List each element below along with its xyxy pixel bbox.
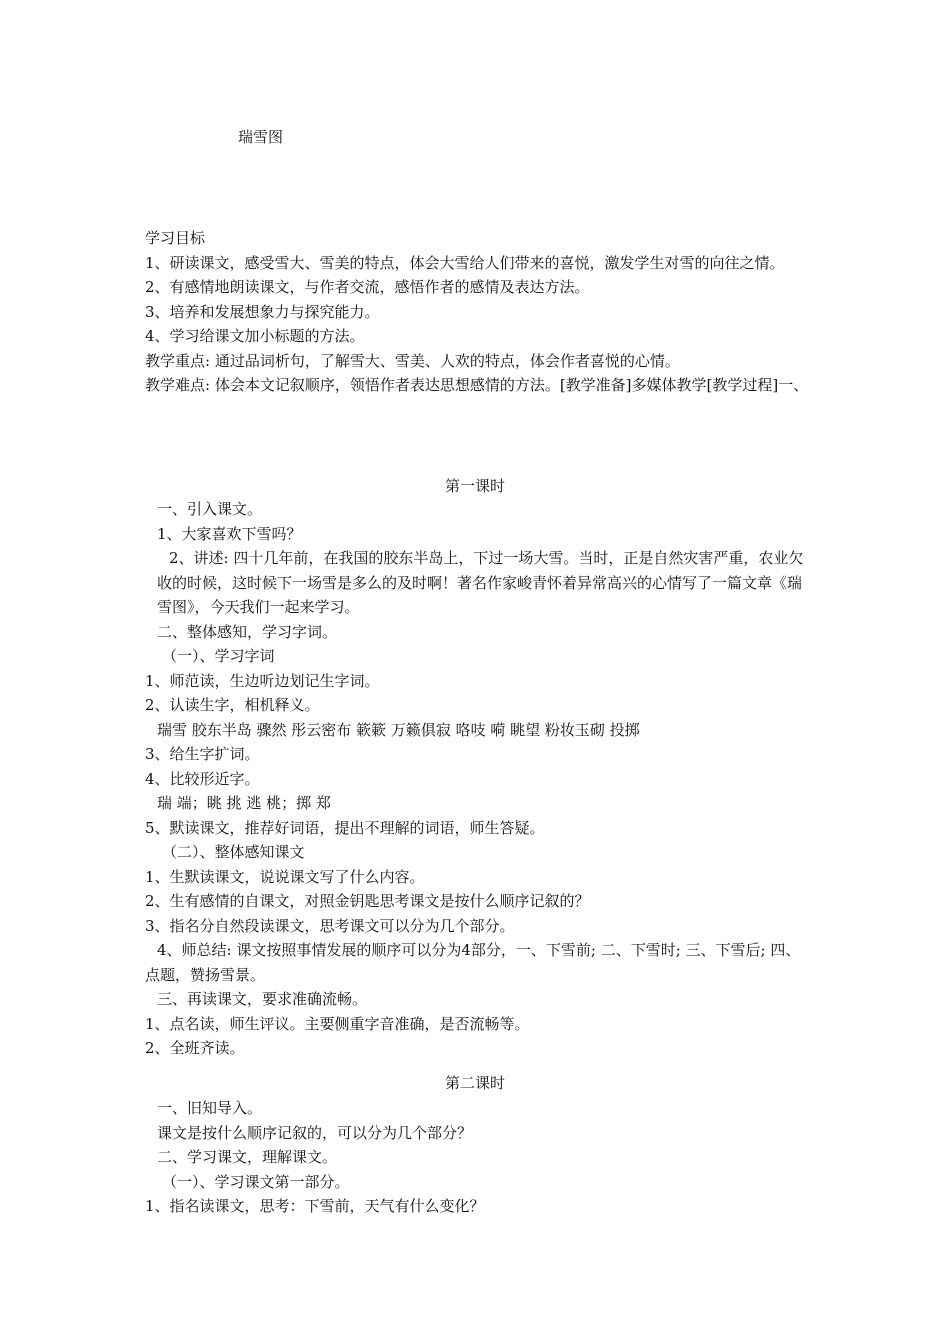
lesson2-heading: 第二课时 (444, 1074, 505, 1092)
lesson-line: （二）、整体感知课文 (162, 843, 305, 861)
lesson-line: 二、整体感知，学习字词。 (157, 622, 338, 641)
lesson-line: 1、指名读课文，思考：下雪前，天气有什么变化？ (145, 1197, 485, 1215)
lesson-line: 4、师总结: 课文按照事情发展的顺序可以分为4部分，一、下雪前; 二、下雪时; 三、下雪后; 四、点题，赞扬雪景。 (145, 941, 801, 984)
teaching-key-point: 教学重点: 通过品词析句，了解雪大、雪美、人欢的特点，体会作者喜悦的心情。 (145, 351, 680, 370)
lesson-line: 二、学习课文，理解课文。 (157, 1148, 338, 1166)
lesson-line: 5、默读课文，推荐好词语，提出不理解的词语，师生答疑。 (145, 818, 545, 837)
lesson-line: 3、给生字扩词。 (145, 745, 260, 763)
objective-item: 2、有感情地朗读课文，与作者交流，感悟作者的感情及表达方法。 (145, 278, 590, 296)
lesson-line: （一）、学习课文第一部分。 (162, 1172, 350, 1191)
lesson1-section (145, 497, 810, 1061)
lesson2-section (145, 1096, 810, 1219)
lesson-line: 一、旧知导入。 (157, 1099, 263, 1117)
lesson-line: 课文是按什么顺序记叙的，可以分为几个部分？ (157, 1123, 473, 1142)
lesson-line: 4、比较形近字。 (145, 769, 260, 788)
document-title: 瑞雪图 (238, 128, 284, 146)
lesson-line: 2、讲述: 四十几年前，在我国的胶东半岛上，下过一场大雪。当时，正是自然灾害严重，农业欠收的时候，这时候下一场雪是多么的及时啊！著名作家峻青怀着异常高兴的心情写了一篇文章《瑞雪图》，今天我们一起来学习。 (157, 549, 804, 616)
objective-item: 4、学习给课文加小标题的方法。 (145, 327, 365, 345)
objective-item: 1、研读课文，感受雪大、雪美的特点，体会大雪给人们带来的喜悦，激发学生对雪的向往之情。 (145, 253, 785, 272)
objective-item: 3、培养和发展想象力与探究能力。 (145, 302, 380, 321)
objectives-heading: 学习目标 (145, 229, 206, 247)
lesson-line: 2、生有感情的自课文，对照金钥匙思考课文是按什么顺序记叙的？ (145, 892, 590, 910)
lesson-line: 2、认读生字，相机释义。 (145, 696, 320, 714)
lesson-line: 1、点名读，师生评议。主要侧重字音准确，是否流畅等。 (145, 1014, 530, 1033)
vocabulary-list: 瑞雪 胶东半岛 骤然 彤云密布 簌簌 万籁俱寂 咯吱 嗬 眺望 粉妆玉砌 投掷 (157, 720, 640, 739)
lesson-line: 3、指名分自然段读课文，思考课文可以分为几个部分。 (145, 916, 515, 935)
lesson-line: 1、师范读，生边听边划记生字词。 (145, 671, 380, 690)
lesson-line: 1、大家喜欢下雪吗？ (157, 524, 302, 543)
lesson1-heading: 第一课时 (444, 477, 505, 495)
lesson-line: 2、全班齐读。 (145, 1039, 245, 1057)
objectives-section (145, 226, 810, 398)
lesson-line: 三、再读课文，要求准确流畅。 (157, 990, 368, 1008)
lesson-line: 1、生默读课文，说说课文写了什么内容。 (145, 867, 425, 886)
similar-characters: 瑞 端；眺 挑 逃 桃；掷 郑 (157, 794, 331, 812)
lesson-line: 一、引入课文。 (157, 500, 263, 518)
lesson-line: （一）、学习字词 (162, 647, 275, 665)
teaching-difficult-point: 教学难点: 体会本文记叙顺序，领悟作者表达思想感情的方法。[教学准备]多媒体教学[教学过程]一、 (145, 376, 809, 394)
